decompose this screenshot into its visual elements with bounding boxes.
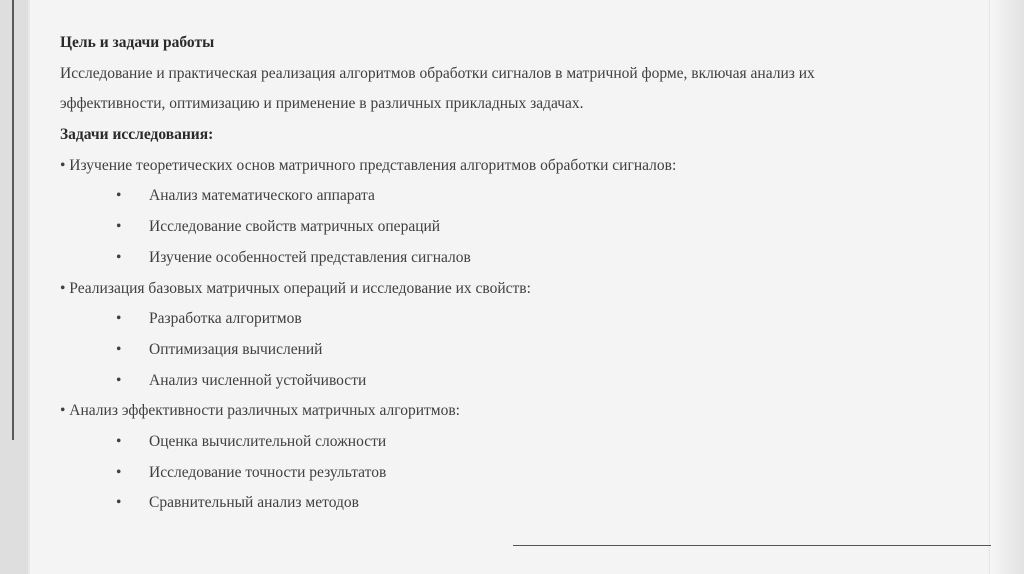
left-vertical-rule xyxy=(12,0,14,440)
task-subitem xyxy=(60,212,960,243)
task-subitem xyxy=(60,366,960,397)
task-subitem-label: Оценка вычислительной сложности xyxy=(149,432,387,450)
task-subitem xyxy=(60,488,960,519)
bullet-icon: • xyxy=(116,218,122,236)
bullet-icon: • xyxy=(116,340,122,358)
tasks-heading: Задачи исследования: xyxy=(60,126,214,144)
task-group-title: • Реализация базовых матричных операций и исследование их свойств: xyxy=(60,279,531,297)
document-body xyxy=(60,28,960,519)
footer-rule xyxy=(513,545,991,546)
bullet-icon: • xyxy=(116,494,122,512)
left-margin-shade xyxy=(0,0,28,574)
task-subitem xyxy=(60,458,960,489)
task-group-title: • Анализ эффективности различных матричных алгоритмов: xyxy=(60,402,460,420)
task-subitem-label: Оптимизация вычислений xyxy=(149,340,323,358)
bullet-icon: • xyxy=(116,310,122,328)
goal-text-line-1: Исследование и практическая реализация алгоритмов обработки сигналов в матричной форме, включая анализ их xyxy=(60,64,815,82)
task-subitem xyxy=(60,243,960,274)
task-group-title: • Изучение теоретических основ матричного представления алгоритмов обработки сигналов: xyxy=(60,156,677,174)
bullet-icon: • xyxy=(116,187,122,205)
task-subitem xyxy=(60,304,960,335)
task-subitem-label: Анализ математического аппарата xyxy=(149,187,375,205)
task-subitem xyxy=(60,181,960,212)
task-subitem-label: Исследование точности результатов xyxy=(149,463,387,481)
task-subitem-label: Исследование свойств матричных операций xyxy=(149,218,441,236)
bullet-icon: • xyxy=(116,463,122,481)
task-subitem xyxy=(60,427,960,458)
bullet-icon: • xyxy=(116,371,122,389)
task-subitem xyxy=(60,335,960,366)
left-margin-border xyxy=(28,0,30,574)
bullet-icon: • xyxy=(116,248,122,266)
goal-text-line-2: эффективности, оптимизацию и применение в различных прикладных задачах. xyxy=(60,95,584,113)
section-heading: Цель и задачи работы xyxy=(60,34,215,51)
task-subitem-label: Сравнительный анализ методов xyxy=(149,494,359,512)
task-subitem-label: Разработка алгоритмов xyxy=(149,310,302,328)
task-subitem-label: Анализ численной устойчивости xyxy=(149,371,367,389)
task-subitem-label: Изучение особенностей представления сигналов xyxy=(149,248,471,266)
bullet-icon: • xyxy=(116,432,122,450)
right-page-fold xyxy=(990,0,1024,574)
